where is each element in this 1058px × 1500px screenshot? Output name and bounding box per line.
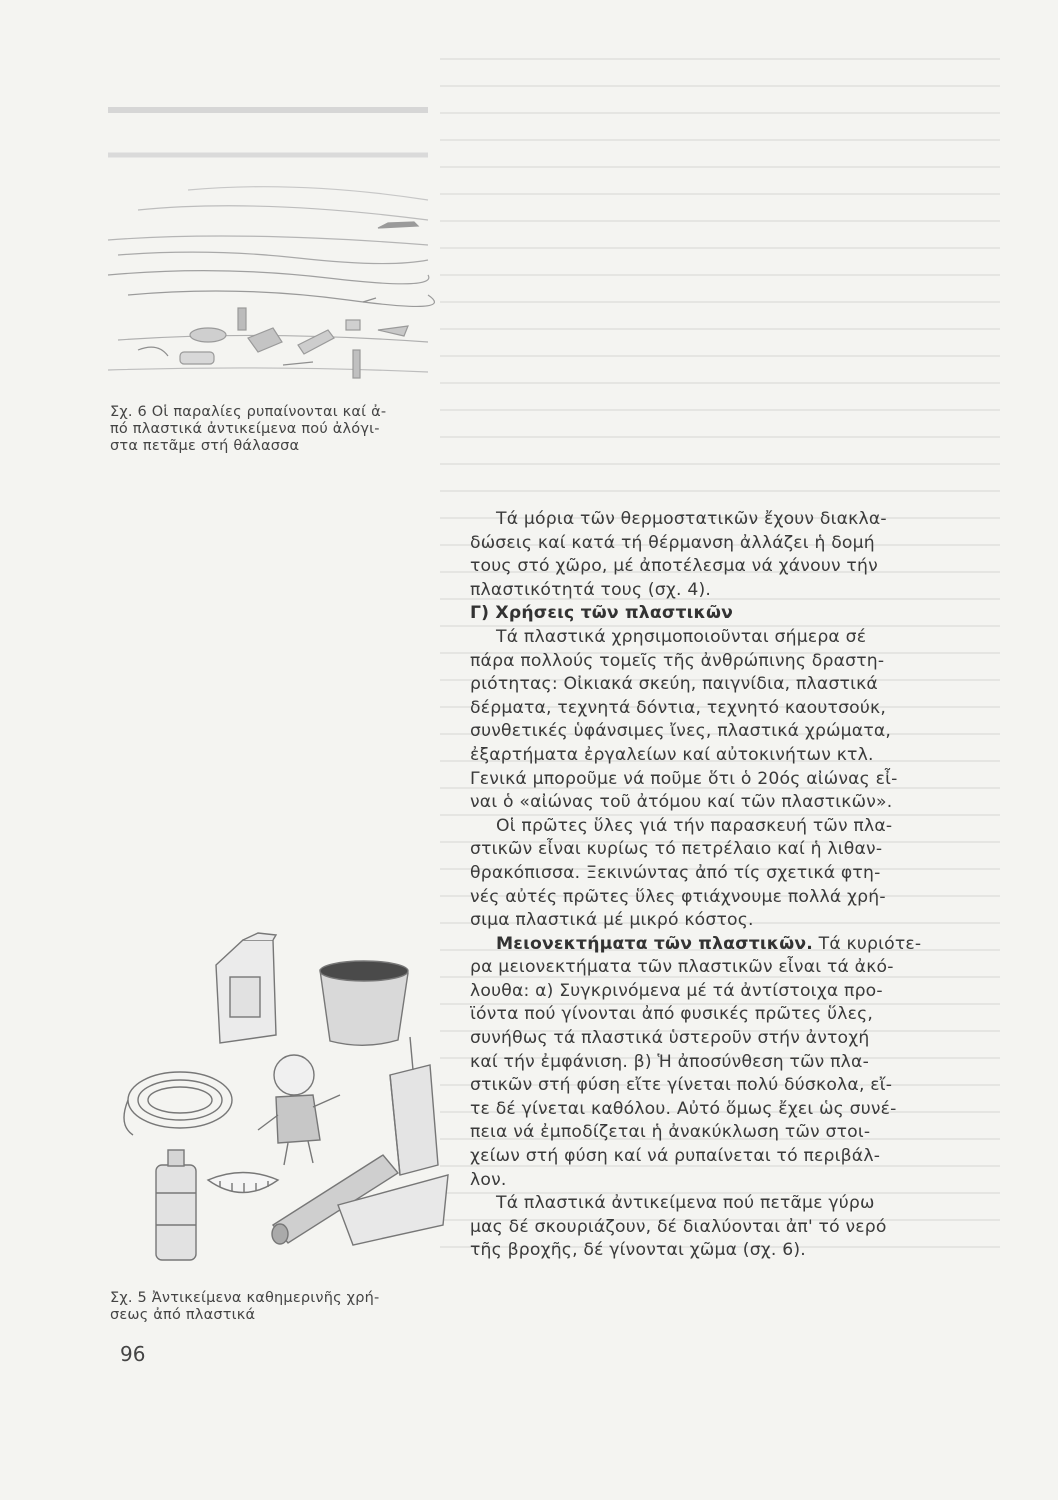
figure-5-caption-line-2: σεως ἀπό πλαστικά (110, 1307, 256, 1323)
figure-5-plastic-objects-illustration (108, 925, 458, 1270)
text-line: συνθετικές ὑφάνσιμες ἴνες, πλαστικά χρώματα, (470, 721, 892, 742)
text-line: καί τήν ἐμφάνιση. β) Ἡ ἀποσύνθεση τῶν πλα- (470, 1051, 869, 1072)
page-number: 96 (120, 1342, 146, 1366)
figure-5-caption-line-1: Σχ. 5 Ἀντικείμενα καθημερινῆς χρή- (110, 1290, 380, 1306)
text-line: Γενικά μποροῦμε νά ποῦμε ὅτι ὁ 20ός αἰώνας εἶ- (470, 768, 898, 789)
text-line: σιμα πλαστικά μέ μικρό κόστος. (470, 910, 754, 931)
text-line: Οἱ πρῶτες ὕλες γιά τήν παρασκευή τῶν πλα- (496, 815, 893, 836)
text-line: πάρα πολλούς τομεῖς τῆς ἀνθρώπινης δραστη- (470, 650, 885, 671)
disadvantages-first-rest: Τά κυριότε- (813, 933, 922, 954)
text-line: δώσεις καί κατά τή θέρμανση ἀλλάζει ἡ δομή (470, 532, 875, 553)
text-line: τε δέ γίνεται καθόλου. Αὐτό ὅμως ἔχει ὡς συνέ- (470, 1098, 897, 1119)
text-line: θρακόπισσα. Ξεκινώντας ἀπό τίς σχετικά φτη- (470, 862, 881, 883)
heading-text: Γ) Χρήσεις τῶν πλαστικῶν (470, 603, 733, 624)
text-line: Τά πλαστικά χρησιμοποιοῦνται σήμερα σέ (496, 626, 867, 647)
text-line: λουθα: α) Συγκρινόμενα μέ τά ἀντίστοιχα προ- (470, 980, 883, 1001)
figure-6-caption (110, 404, 386, 455)
text-line: λον. (470, 1169, 507, 1190)
text-line: ϊόντα πού γίνονται ἀπό φυσικές πρῶτες ὕλες, (470, 1004, 874, 1025)
text-line: δέρματα, τεχνητά δόντια, τεχνητό καουτσούκ, (470, 697, 887, 718)
paragraph-raw-materials (470, 815, 970, 933)
paragraph-uses (470, 626, 970, 815)
figure-6-beach-illustration (98, 80, 438, 390)
text-line: ναι ὁ «αἰώνας τοῦ ἀτόμου καί τῶν πλαστικῶν». (470, 792, 893, 813)
section-heading-uses-of-plastics (470, 602, 970, 626)
paragraph-pollution (470, 1192, 970, 1263)
disadvantages-lead: Μειονεκτήματα τῶν πλαστικῶν. (496, 933, 813, 954)
text-line: ριότητας: Οἰκιακά σκεύη, παιγνίδια, πλαστικά (470, 674, 878, 695)
figure-6-caption-line-1: Σχ. 6 Οἱ παραλίες ρυπαίνονται καί ἀ- (110, 404, 387, 420)
text-line: στικῶν εἶναι κυρίως τό πετρέλαιο καί ἡ λιθαν- (470, 839, 883, 860)
text-line: χείων στή φύση καί νά ρυπαίνεται τό περιβάλ- (470, 1146, 881, 1167)
figure-5-caption (110, 1290, 379, 1324)
text-line: μας δέ σκουριάζουν, δέ διαλύονται ἀπ' τό νερό (470, 1216, 887, 1237)
text-line: πεια νά ἐμποδίζεται ἡ ἀνακύκλωση τῶν στοι- (470, 1122, 871, 1143)
text-line: στικῶν στή φύση εἴτε γίνεται πολύ δύσκολα, εἴ- (470, 1075, 893, 1096)
text-line: Τά πλαστικά ἀντικείμενα πού πετᾶμε γύρω (496, 1193, 875, 1214)
main-text-column (470, 508, 970, 1263)
text-line (470, 933, 970, 957)
text-line: ἐξαρτήματα ἐργαλείων καί αὐτοκινήτων κτλ. (470, 744, 874, 765)
text-line: τῆς βροχῆς, δέ γίνονται χῶμα (σχ. 6). (470, 1240, 806, 1261)
paragraph-thermosets (470, 508, 970, 602)
figure-6-caption-line-2: πό πλαστικά ἀντικείμενα πού ἀλόγι- (110, 421, 380, 437)
text-line: πλαστικότητά τους (σχ. 4). (470, 579, 712, 600)
figure-6-caption-line-3: στα πετᾶμε στή θάλασσα (110, 438, 300, 454)
text-line: ρα μειονεκτήματα τῶν πλαστικῶν εἶναι τά ἀκό- (470, 957, 894, 978)
text-line: Τά μόρια τῶν θερμοστατικῶν ἔχουν διακλα- (496, 509, 887, 529)
text-line: συνήθως τά πλαστικά ὑστεροῦν στήν ἀντοχή (470, 1028, 870, 1049)
text-line: τους στό χῶρο, μέ ἀποτέλεσμα νά χάνουν τήν (470, 556, 878, 577)
paragraph-disadvantages (470, 933, 970, 1193)
text-line: νές αὐτές πρῶτες ὕλες φτιάχνουμε πολλά χρή- (470, 886, 886, 907)
